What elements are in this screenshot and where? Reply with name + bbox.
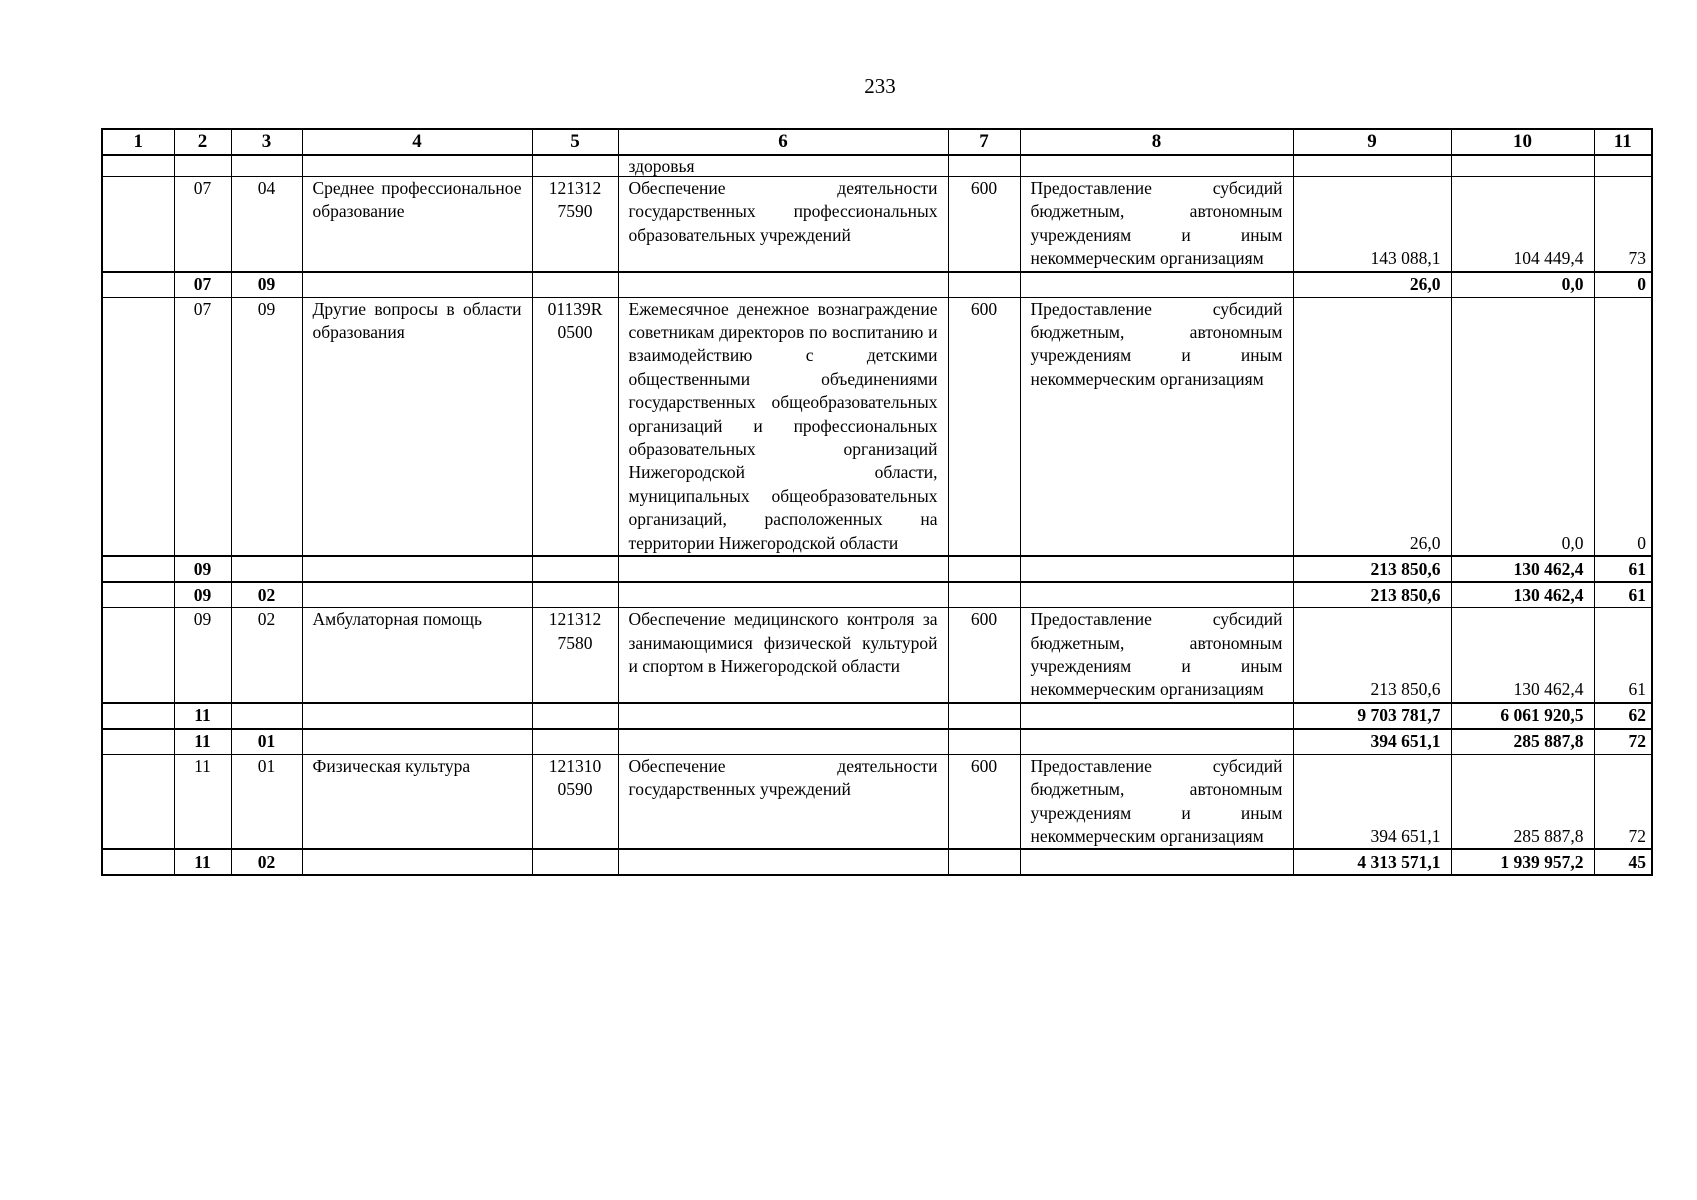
cell-expense-name: Предоставление субсидий бюджетным, автономным учреждениям и иным некоммерческим организациям [1020,754,1293,849]
page-number: 233 [864,74,896,98]
col-header-4: 4 [302,129,532,155]
cell-planned: 143 088,1 [1293,177,1451,272]
cell-subsection: 02 [231,582,302,608]
cell-target-code [532,177,618,272]
cell-actual: 0,0 [1451,272,1594,298]
cell-percent: 0 [1594,272,1652,298]
cell-expense-type: 600 [948,754,1020,849]
cell-col1 [102,754,174,849]
cell-expense-name: Предоставление субсидий бюджетным, автономным учреждениям и иным некоммерческим организациям [1020,297,1293,556]
cell-percent: 72 [1594,754,1652,849]
cell-col8 [1020,849,1293,875]
cell-section: 09 [174,582,231,608]
cell-description: Обеспечение деятельности государственных учреждений [618,754,948,849]
cell-col4 [302,703,532,729]
cell-name: Другие вопросы в области образования [302,297,532,556]
cell-percent: 61 [1594,582,1652,608]
table-row [102,177,1652,272]
cell-col1 [102,703,174,729]
cell-planned: 213 850,6 [1293,608,1451,703]
cell-percent: 61 [1594,608,1652,703]
cell-col7 [948,703,1020,729]
cell-subsection: 04 [231,177,302,272]
cell-subsection: 09 [231,272,302,298]
cell-col6 [618,703,948,729]
cell-expense-name: Предоставление субсидий бюджетным, автономным учреждениям и иным некоммерческим организациям [1020,608,1293,703]
cell-section: 09 [174,556,231,582]
cell-planned: 213 850,6 [1293,582,1451,608]
cell-col4 [302,582,532,608]
cell-col1 [102,177,174,272]
cell-percent: 45 [1594,849,1652,875]
subtotal-row [102,703,1652,729]
col-header-8: 8 [1020,129,1293,155]
cell-expense-type: 600 [948,297,1020,556]
cell-name: Амбулаторная помощь [302,608,532,703]
cell-col7 [948,849,1020,875]
cell-subsection: 01 [231,754,302,849]
cell-col1 [102,582,174,608]
cell-col5 [532,556,618,582]
cell-target-code [532,297,618,556]
cell-actual: 285 887,8 [1451,729,1594,755]
cell-col4 [302,556,532,582]
cell-col4 [302,729,532,755]
continuation-row [102,155,1652,177]
cell-col1 [102,729,174,755]
continuation-text: здоровья [618,155,948,177]
cell-col5 [532,729,618,755]
cell-description: Обеспечение деятельности государственных профессиональных образовательных учреждений [618,177,948,272]
cell-col1 [102,608,174,703]
cell-planned: 394 651,1 [1293,754,1451,849]
cell-section: 07 [174,272,231,298]
table-row [102,754,1652,849]
cell-subsection: 01 [231,729,302,755]
cell-actual: 130 462,4 [1451,556,1594,582]
cell-section: 11 [174,729,231,755]
cell-actual: 285 887,8 [1451,754,1594,849]
cell-subsection: 02 [231,608,302,703]
cell-actual: 6 061 920,5 [1451,703,1594,729]
subtotal-row [102,729,1652,755]
target-code-part1: 121310 [548,755,602,776]
col-header-1: 1 [102,129,174,155]
cell-description: Ежемесячное денежное вознаграждение советникам директоров по воспитанию и взаимодействию с детскими общественными объединениями государственных общеобразовательных организаций и профессиональных образовательных организаций Нижегородской области, муниципальных общеобразовательных организаций, расположенных на территории Нижегородской области [618,297,948,556]
cell-section: 11 [174,849,231,875]
col-header-7: 7 [948,129,1020,155]
cell-subsection: 02 [231,849,302,875]
cell-actual: 130 462,4 [1451,608,1594,703]
cell-col7 [948,556,1020,582]
cell-col5 [532,703,618,729]
cell-col4 [302,272,532,298]
header-row [102,129,1652,155]
cell-description: Обеспечение медицинского контроля за занимающимися физической культурой и спортом в Нижегородской области [618,608,948,703]
target-code-part1: 01139R [547,298,603,319]
cell-percent: 61 [1594,556,1652,582]
table-body [102,177,1652,876]
cell-planned: 4 313 571,1 [1293,849,1451,875]
cell-planned: 213 850,6 [1293,556,1451,582]
table-row [102,608,1652,703]
cell-col5 [532,582,618,608]
cell-planned: 394 651,1 [1293,729,1451,755]
subtotal-row [102,272,1652,298]
cell-col6 [618,582,948,608]
cell-col7 [948,272,1020,298]
cell-col6 [618,556,948,582]
cell-col7 [948,729,1020,755]
cell-subsection: 09 [231,297,302,556]
subtotal-row [102,556,1652,582]
cell-target-code [532,754,618,849]
cell-planned: 9 703 781,7 [1293,703,1451,729]
cell-actual: 0,0 [1451,297,1594,556]
cell-subsection [231,556,302,582]
cell-col8 [1020,729,1293,755]
cell-section: 07 [174,297,231,556]
cell-actual: 104 449,4 [1451,177,1594,272]
cell-col8 [1020,556,1293,582]
cell-col8 [1020,582,1293,608]
cell-col8 [1020,703,1293,729]
cell-col1 [102,556,174,582]
cell-planned: 26,0 [1293,272,1451,298]
cell-planned: 26,0 [1293,297,1451,556]
col-header-2: 2 [174,129,231,155]
table-row [102,297,1652,556]
col-header-11: 11 [1594,129,1652,155]
cell-col4 [302,849,532,875]
target-code-part2: 0500 [557,322,593,343]
col-header-3: 3 [231,129,302,155]
target-code-part2: 7590 [557,201,593,222]
cell-percent: 72 [1594,729,1652,755]
cell-name: Физическая культура [302,754,532,849]
col-header-10: 10 [1451,129,1594,155]
cell-percent: 73 [1594,177,1652,272]
cell-col1 [102,272,174,298]
col-header-5: 5 [532,129,618,155]
cell-col5 [532,849,618,875]
target-code-part1: 121312 [548,609,602,630]
cell-actual: 130 462,4 [1451,582,1594,608]
cell-section: 11 [174,754,231,849]
cell-actual: 1 939 957,2 [1451,849,1594,875]
cell-col6 [618,729,948,755]
cell-percent: 62 [1594,703,1652,729]
target-code-part2: 0590 [557,779,593,800]
cell-percent: 0 [1594,297,1652,556]
cell-section: 09 [174,608,231,703]
cell-section: 07 [174,177,231,272]
col-header-9: 9 [1293,129,1451,155]
target-code-part1: 121312 [548,178,602,198]
cell-expense-name: Предоставление субсидий бюджетным, автономным учреждениям и иным некоммерческим организациям [1020,177,1293,272]
cell-col8 [1020,272,1293,298]
cell-col1 [102,297,174,556]
cell-target-code [532,608,618,703]
cell-expense-type: 600 [948,177,1020,272]
cell-subsection [231,703,302,729]
budget-table [101,128,1653,876]
cell-section: 11 [174,703,231,729]
cell-expense-type: 600 [948,608,1020,703]
cell-col6 [618,272,948,298]
cell-col5 [532,272,618,298]
cell-col1 [102,849,174,875]
cell-col6 [618,849,948,875]
cell-col7 [948,582,1020,608]
target-code-part2: 7580 [557,632,593,653]
subtotal-row [102,849,1652,875]
subtotal-row [102,582,1652,608]
col-header-6: 6 [618,129,948,155]
cell-name: Среднее профессиональное образование [302,177,532,272]
